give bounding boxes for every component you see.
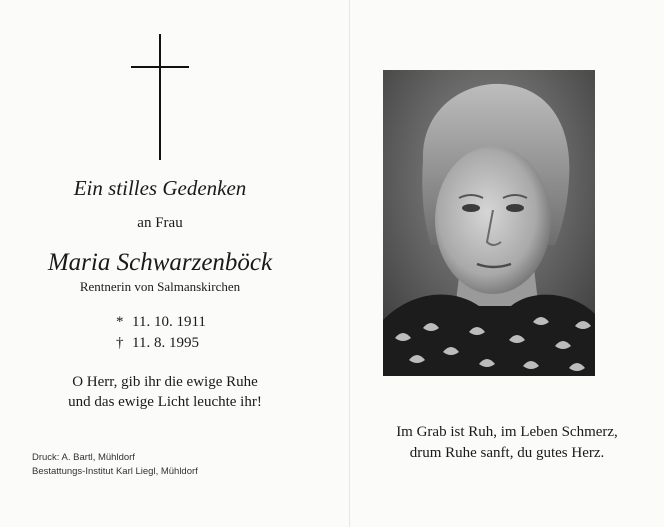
prayer	[40, 372, 290, 412]
printer-credit: Druck: A. Bartl, Mühldorf	[32, 452, 135, 463]
birth-date: 11. 10. 1911	[132, 314, 206, 330]
cross-vertical	[159, 34, 161, 160]
death-row	[116, 333, 206, 354]
occupation: Rentnerin von Salmanskirchen	[79, 279, 241, 294]
verse-line-2: drum Ruhe sanft, du gutes Herz.	[409, 445, 605, 461]
prayer-line-1: O Herr, gib ihr die ewige Ruhe	[72, 374, 258, 390]
prayer-line-2: und das ewige Licht leuchte ihr!	[68, 394, 262, 410]
verse-line-1: Im Grab ist Ruh, im Leben Schmerz,	[396, 424, 618, 440]
death-symbol: †	[116, 335, 124, 351]
salutation: an Frau	[137, 215, 183, 231]
portrait-photo	[383, 70, 595, 376]
deceased-name: Maria Schwarzenböck	[47, 249, 273, 276]
cross-horizontal	[131, 66, 189, 68]
memorial-title: Ein stilles Gedenken	[73, 176, 247, 200]
print-credits	[32, 451, 198, 479]
right-panel	[350, 0, 664, 527]
portrait-illustration	[383, 70, 595, 376]
funeral-home-credit: Bestattungs-Institut Karl Liegl, Mühldorf	[32, 466, 198, 477]
birth-symbol: *	[116, 314, 124, 330]
birth-row	[116, 312, 206, 333]
death-date: 11. 8. 1995	[132, 335, 199, 351]
life-dates	[116, 312, 206, 354]
memorial-verse	[350, 422, 664, 464]
